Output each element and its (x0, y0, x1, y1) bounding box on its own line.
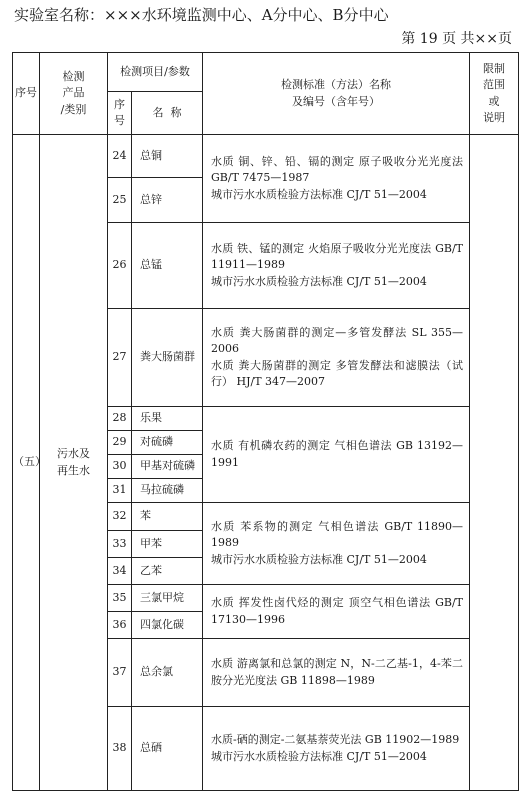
item-no: 29 (108, 431, 132, 455)
header-standard-line: 检测标准（方法）名称 (281, 78, 391, 91)
standard-text: 城市污水水质检验方法标准 CJ/T 51—2004 (211, 274, 427, 288)
standard-text: 水质-硒的测定-二氨基萘荧光法 GB 11902—1989 (211, 733, 460, 746)
table-row (13, 135, 519, 178)
item-name: 对硫磷 (132, 431, 203, 455)
item-no: 37 (108, 639, 132, 707)
item-no: 34 (108, 558, 132, 585)
item-name: 乐果 (132, 407, 203, 431)
item-no: 28 (108, 407, 132, 431)
item-name: 乙苯 (132, 558, 203, 585)
standard-text: 城市污水水质检验方法标准 CJ/T 51—2004 (211, 187, 427, 201)
header-category (40, 53, 108, 135)
limit-cell (470, 135, 519, 791)
item-no: 38 (108, 707, 132, 791)
group-category (40, 135, 108, 791)
item-name: 总锰 (132, 223, 203, 309)
standard-cell (203, 503, 470, 585)
item-no: 30 (108, 455, 132, 479)
standard-cell (203, 639, 470, 707)
item-no: 25 (108, 178, 132, 223)
header-item-no-line: 序 (114, 97, 125, 111)
standard-text: 城市污水水质检验方法标准 CJ/T 51—2004 (211, 749, 427, 763)
item-name: 马拉硫磷 (132, 479, 203, 503)
item-no: 26 (108, 223, 132, 309)
header-category-line: /类别 (60, 102, 87, 116)
item-no: 31 (108, 479, 132, 503)
standard-text: 水质 粪大肠菌群的测定 多管发酵法和滤膜法（试行） HJ/T 347—2007 (211, 358, 463, 388)
item-no: 32 (108, 503, 132, 531)
header-category-line: 产品 (62, 86, 85, 100)
test-items-table (12, 52, 519, 791)
item-no: 33 (108, 531, 132, 558)
standard-cell (203, 135, 470, 223)
header-limit-line: 说明 (483, 111, 505, 124)
standard-cell (203, 407, 470, 503)
header-item-name: 名 称 (132, 92, 203, 135)
item-name: 甲苯 (132, 531, 203, 558)
standard-text: 水质 粪大肠菌群的测定—多管发酵法 SL 355—2006 (211, 325, 463, 355)
item-name: 三氯甲烷 (132, 585, 203, 612)
item-name: 四氯化碳 (132, 612, 203, 639)
group-seq: （五） (13, 135, 40, 791)
item-name: 总硒 (132, 707, 203, 791)
item-name: 苯 (132, 503, 203, 531)
item-name: 粪大肠菌群 (132, 309, 203, 407)
standard-cell (203, 707, 470, 791)
item-name: 总锌 (132, 178, 203, 223)
item-no: 24 (108, 135, 132, 178)
header-item-no-line: 号 (114, 114, 125, 127)
header-standard-line: 及编号（含年号） (292, 94, 380, 108)
standard-text: 城市污水水质检验方法标准 CJ/T 51—2004 (211, 552, 427, 566)
header-limit-line: 或 (488, 94, 500, 108)
standard-cell (203, 585, 470, 639)
item-no: 36 (108, 612, 132, 639)
table-header-row (13, 53, 519, 92)
page-number: 第 19 页 共××页 (401, 31, 512, 47)
standard-text: 水质 铜、锌、铅、镉的测定 原子吸收分光光度法 GB/T 7475—1987 (211, 154, 463, 185)
group-category-line: 污水及 (57, 447, 90, 460)
standard-text: 水质 游离氯和总氯的测定 N，N-二乙基-1，4-苯二胺分光光度法 GB 11898—1989 (211, 657, 463, 687)
header-limit (470, 53, 519, 135)
header-item-no (108, 92, 132, 135)
standard-text: 水质 挥发性卤代烃的测定 顶空气相色谱法 GB/T 17130—1996 (211, 596, 463, 626)
header-limit-line: 范围 (483, 78, 505, 91)
header-standard (203, 53, 470, 135)
standard-cell (203, 309, 470, 407)
standard-cell (203, 223, 470, 309)
item-name: 甲基对硫磷 (132, 455, 203, 479)
item-no: 35 (108, 585, 132, 612)
item-name: 总铜 (132, 135, 203, 178)
item-name: 总余氯 (132, 639, 203, 707)
group-category-line: 再生水 (57, 463, 90, 477)
standard-text: 水质 有机磷农药的测定 气相色谱法 GB 13192—1991 (211, 439, 463, 469)
standard-text: 水质 苯系物的测定 气相色谱法 GB/T 11890—1989 (211, 519, 463, 550)
header-seq: 序号 (13, 53, 40, 135)
lab-name: 实验室名称：×××水环境监测中心、A分中心、B分中心 (14, 6, 389, 24)
standard-text: 水质 铁、锰的测定 火焰原子吸收分光光度法 GB/T 11911—1989 (211, 241, 463, 272)
header-limit-line: 限制 (483, 61, 505, 75)
header-category-line: 检测 (62, 69, 85, 83)
header-item-group: 检测项目/参数 (108, 53, 203, 92)
item-no: 27 (108, 309, 132, 407)
